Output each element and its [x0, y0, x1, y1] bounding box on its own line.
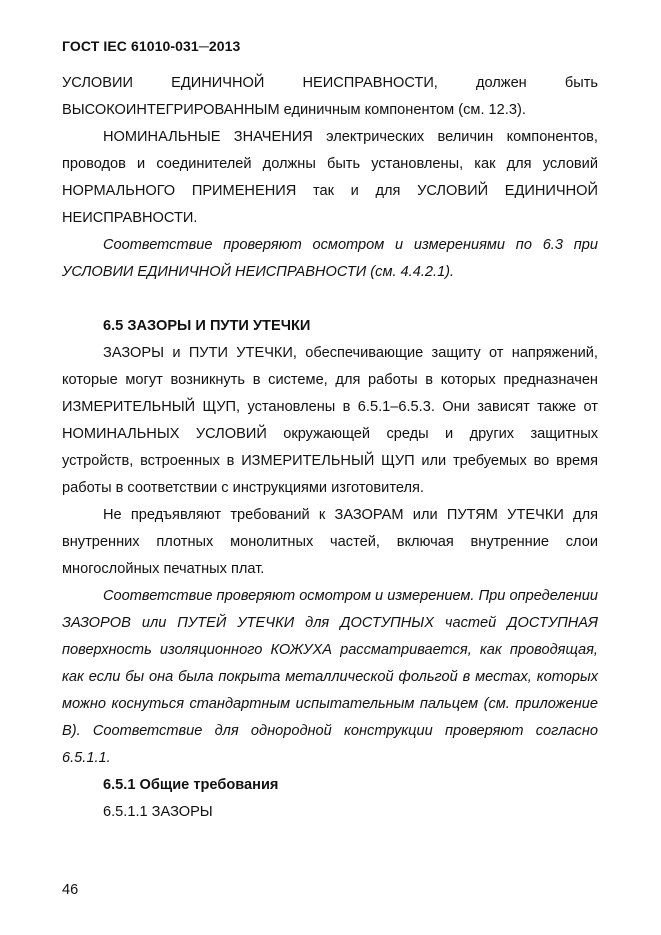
subsection-heading: 6.5.1 Общие требования: [103, 777, 279, 793]
paragraph-continuation: УСЛОВИИ ЕДИНИЧНОЙ НЕИСПРАВНОСТИ, должен быть ВЫСОКОИНТЕГРИРОВАННЫМ единичным компонентом (см. 12.3).: [62, 75, 598, 118]
document-body: [62, 70, 598, 826]
paragraph-compliance-inspection: Соответствие проверяют осмотром и измерением. При определении ЗАЗОРОВ или ПУТЕЙ УТЕЧКИ для ДОСТУПНЫХ частей ДОСТУПНАЯ поверхность изоляционного КОЖУХА рассматривается, как проводящая, как если бы она была покрыта металлической фольгой в местах, которых можно коснуться стандартным испытательным пальцем (см. приложение B). Соответствие для однородной конструкции проверяют согласно 6.5.1.1.: [62, 588, 598, 766]
paragraph-no-requirements: Не предъявляют требований к ЗАЗОРАМ или ПУТЯМ УТЕЧКИ для внутренних плотных монолитных частей, включая внутренние слои многослойных печатных плат.: [62, 507, 598, 577]
spacer: [62, 286, 598, 313]
paragraph-clearances: ЗАЗОРЫ и ПУТИ УТЕЧКИ, обеспечивающие защиту от напряжений, которые могут возникнуть в системе, для работы в которых предназначен ИЗМЕРИТЕЛЬНЫЙ ЩУП, установлены в 6.5.1–6.5.3. Они зависят также от НОМИНАЛЬНЫХ УСЛОВИЙ окружающей среды и других защитных устройств, встроенных в ИЗМЕРИТЕЛЬНЫЙ ЩУП или требуемых во время работы в соответствии с инструкциями изготовителя.: [62, 345, 598, 496]
page-number: 46: [62, 882, 79, 898]
standard-header: ГОСТ IEC 61010-031─2013: [62, 38, 241, 54]
paragraph-compliance-check: Соответствие проверяют осмотром и измерениями по 6.3 при УСЛОВИИ ЕДИНИЧНОЙ НЕИСПРАВНОСТИ (см. 4.4.2.1).: [62, 237, 598, 280]
section-heading: 6.5 ЗАЗОРЫ И ПУТИ УТЕЧКИ: [103, 318, 311, 334]
paragraph-nominal-values: НОМИНАЛЬНЫЕ ЗНАЧЕНИЯ электрических величин компонентов, проводов и соединителей должны быть установлены, как для условий НОРМАЛЬНОГО ПРИМЕНЕНИЯ так и для УСЛОВИЙ ЕДИНИЧНОЙ НЕИСПРАВНОСТИ.: [62, 129, 598, 226]
subsubsection-heading: 6.5.1.1 ЗАЗОРЫ: [103, 804, 213, 820]
